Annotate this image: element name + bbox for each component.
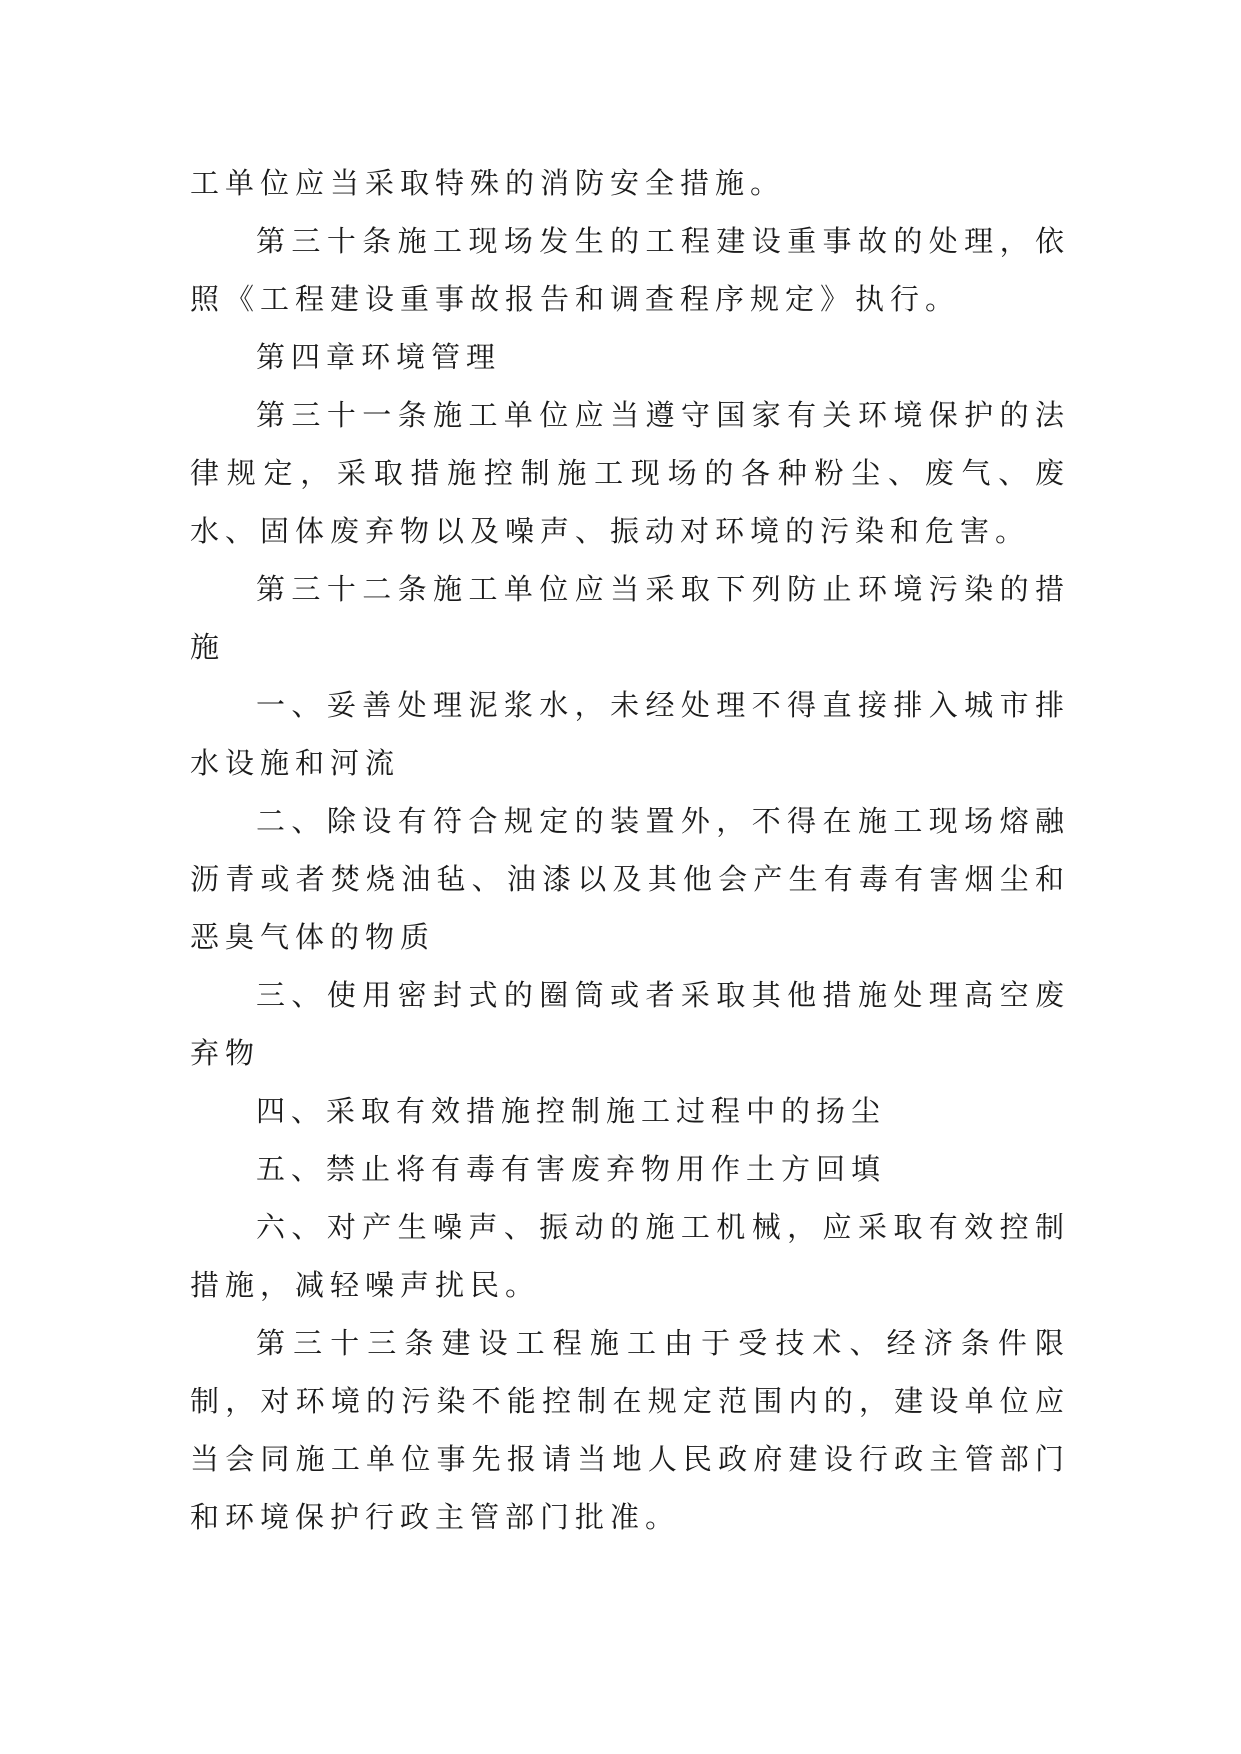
list-item-6: 六、对产生噪声、振动的施工机械，应采取有效控制措施，减轻噪声扰民。 — [190, 1210, 1070, 1302]
list-item-4: 四、采取有效措施控制施工过程中的扬尘 — [256, 1094, 887, 1128]
chapter-heading-environment: 第四章环境管理 — [256, 340, 502, 374]
list-item-3: 三、使用密封式的圈筒或者采取其他措施处理高空废弃物 — [190, 978, 1070, 1070]
document-body — [190, 154, 1070, 1546]
paragraph-article-32: 第三十二条施工单位应当采取下列防止环境污染的措施 — [190, 572, 1070, 664]
paragraph-fire-safety-continuation: 工单位应当采取特殊的消防安全措施。 — [190, 166, 786, 200]
paragraph-article-31: 第三十一条施工单位应当遵守国家有关环境保护的法律规定，采取措施控制施工现场的各种粉尘、废气、废水、固体废弃物以及噪声、振动对环境的污染和危害。 — [190, 398, 1070, 548]
paragraph-article-30: 第三十条施工现场发生的工程建设重事故的处理，依照《工程建设重事故报告和调查程序规定》执行。 — [190, 224, 1070, 316]
list-item-2: 二、除设有符合规定的装置外，不得在施工现场熔融沥青或者焚烧油毡、油漆以及其他会产生有毒有害烟尘和恶臭气体的物质 — [190, 804, 1070, 954]
paragraph-article-33: 第三十三条建设工程施工由于受技术、经济条件限制，对环境的污染不能控制在规定范围内的，建设单位应当会同施工单位事先报请当地人民政府建设行政主管部门和环境保护行政主管部门批准。 — [190, 1326, 1070, 1534]
list-item-1: 一、妥善处理泥浆水，未经处理不得直接排入城市排水设施和河流 — [190, 688, 1070, 780]
list-item-5: 五、禁止将有毒有害废弃物用作土方回填 — [256, 1152, 887, 1186]
